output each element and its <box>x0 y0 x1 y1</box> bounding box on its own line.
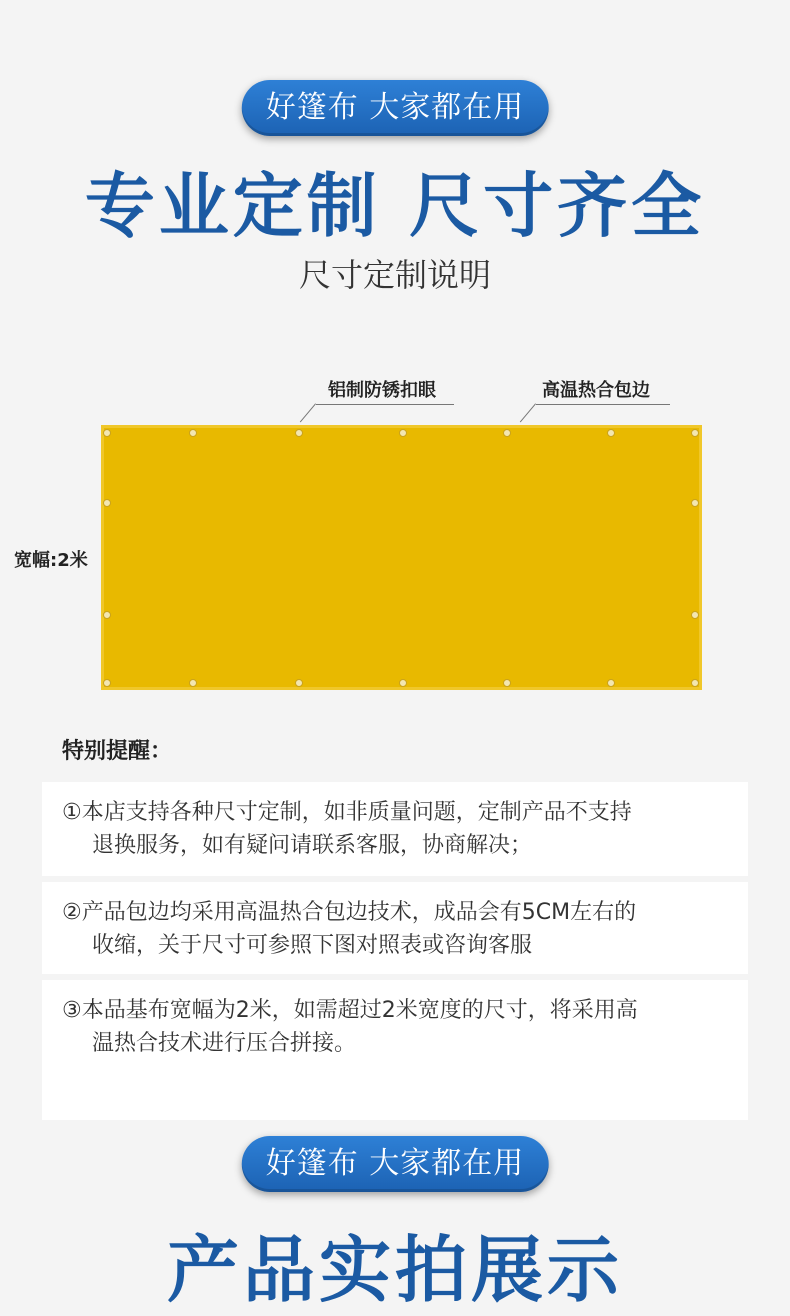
grommet-icon <box>607 679 615 687</box>
grommet-callout: 铝制防锈扣眼 <box>328 380 436 401</box>
reminder-line: ①本店支持各种尺寸定制，如非质量问题，定制产品不支持 <box>62 800 632 825</box>
page-headline: 专业定制 尺寸齐全 <box>84 165 706 247</box>
grommet-icon <box>691 429 699 437</box>
grommet-leader-line <box>316 404 454 405</box>
reminder-line: 收缩，关于尺寸可参照下图对照表或咨询客服 <box>92 933 533 958</box>
grommet-icon <box>103 679 111 687</box>
edge-leader-diagonal <box>520 403 536 422</box>
edge-callout: 高温热合包边 <box>542 380 650 401</box>
tarp-illustration <box>101 425 702 690</box>
reminder-line: 退换服务，如有疑问请联系客服，协商解决； <box>92 833 533 858</box>
grommet-icon <box>103 611 111 619</box>
grommet-icon <box>295 429 303 437</box>
grommet-icon <box>503 679 511 687</box>
section-subtitle: 尺寸定制说明 <box>298 256 491 294</box>
grommet-icon <box>691 611 699 619</box>
reminder-line: ②产品包边均采用高温热合包边技术，成品会有5CM左右的 <box>62 900 637 925</box>
reminder-line: 温热合技术进行压合拼接。 <box>92 1031 357 1056</box>
grommet-icon <box>399 679 407 687</box>
grommet-icon <box>503 429 511 437</box>
grommet-icon <box>189 679 197 687</box>
reminder-card <box>42 882 748 974</box>
width-label: 宽幅:2米 <box>14 550 88 571</box>
edge-leader-line <box>536 404 670 405</box>
slogan-pill: 好篷布 大家都在用 <box>242 80 549 136</box>
grommet-icon <box>295 679 303 687</box>
grommet-icon <box>607 429 615 437</box>
grommet-icon <box>691 679 699 687</box>
grommet-icon <box>103 499 111 507</box>
reminder-card <box>42 782 748 876</box>
grommet-icon <box>399 429 407 437</box>
showcase-headline: 产品实拍展示 <box>166 1228 623 1312</box>
reminder-line: ③本品基布宽幅为2米，如需超过2米宽度的尺寸，将采用高 <box>62 998 638 1023</box>
grommet-leader-diagonal <box>300 403 316 422</box>
reminder-card <box>42 980 748 1120</box>
grommet-icon <box>691 499 699 507</box>
grommet-icon <box>189 429 197 437</box>
slogan-pill: 好篷布 大家都在用 <box>242 1136 549 1192</box>
reminder-title: 特别提醒： <box>62 739 173 764</box>
grommet-icon <box>103 429 111 437</box>
